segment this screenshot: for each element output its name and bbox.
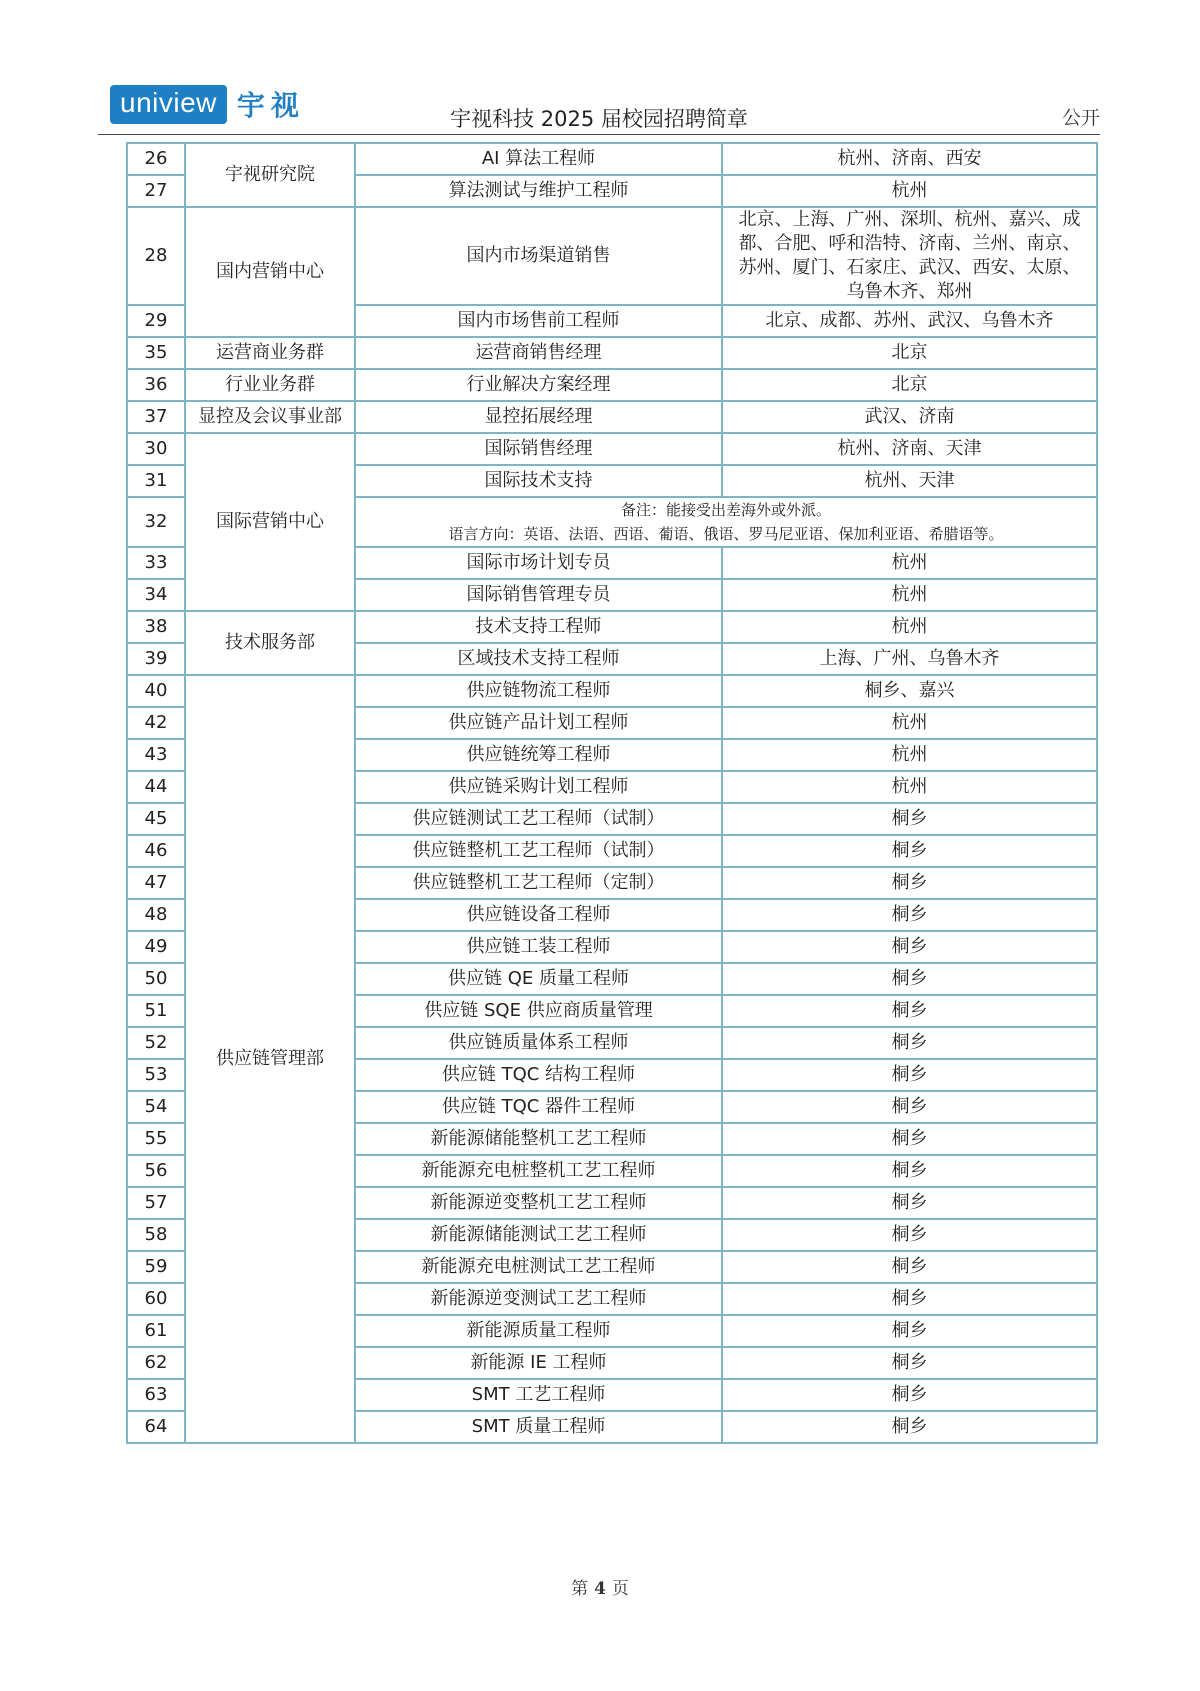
row-number: 37 [127,401,185,433]
row-number: 43 [127,739,185,771]
job-title-cell: 新能源质量工程师 [355,1315,722,1347]
row-number: 54 [127,1091,185,1123]
location-cell: 桐乡 [722,963,1097,995]
job-title-cell: 供应链测试工艺工程师（试制） [355,803,722,835]
row-number: 53 [127,1059,185,1091]
department-cell: 显控及会议事业部 [185,401,355,433]
job-title-cell: 供应链采购计划工程师 [355,771,722,803]
department-cell: 技术服务部 [185,611,355,675]
location-cell: 杭州 [722,175,1097,207]
row-number: 30 [127,433,185,465]
location-cell: 桐乡 [722,931,1097,963]
job-title-cell: 供应链质量体系工程师 [355,1027,722,1059]
location-cell: 杭州 [722,579,1097,611]
department-cell: 宇视研究院 [185,143,355,207]
job-title-cell: 供应链整机工艺工程师（定制） [355,867,722,899]
location-line: 苏州、厦门、石家庄、武汉、西安、太原、 [738,257,1081,278]
location-cell: 桐乡 [722,1347,1097,1379]
table-row [127,207,1097,305]
row-number: 35 [127,337,185,369]
row-number: 59 [127,1251,185,1283]
row-number: 31 [127,465,185,497]
job-title-cell: 供应链统筹工程师 [355,739,722,771]
job-title-cell: 国际销售经理 [355,433,722,465]
job-title-cell: 技术支持工程师 [355,611,722,643]
page-number: 4 [594,1579,606,1599]
row-number: 50 [127,963,185,995]
job-title-cell: 运营商销售经理 [355,337,722,369]
row-number: 42 [127,707,185,739]
logo-chinese-name: 宇视 [236,89,305,122]
location-cell: 桐乡 [722,1283,1097,1315]
table-row [127,369,1097,401]
location-cell [722,207,1097,305]
job-title-cell: 国际技术支持 [355,465,722,497]
row-number: 47 [127,867,185,899]
department-cell: 行业业务群 [185,369,355,401]
row-number: 45 [127,803,185,835]
job-title-cell: 国际销售管理专员 [355,579,722,611]
job-title-cell: 国内市场渠道销售 [355,207,722,305]
table-row [127,143,1097,175]
note-line: 语言方向：英语、法语、西语、葡语、俄语、罗马尼亚语、保加利亚语、希腊语等。 [448,525,1004,543]
row-number: 46 [127,835,185,867]
job-title-cell: AI 算法工程师 [355,143,722,175]
location-line: 乌鲁木齐、郑州 [846,281,973,302]
location-cell: 北京、成都、苏州、武汉、乌鲁木齐 [722,305,1097,337]
job-title-cell: 区域技术支持工程师 [355,643,722,675]
location-cell: 桐乡 [722,1411,1097,1443]
table-row [127,401,1097,433]
location-cell: 杭州、济南、西安 [722,143,1097,175]
row-number: 57 [127,1187,185,1219]
location-cell: 桐乡 [722,1091,1097,1123]
page-header [98,80,1100,136]
location-cell: 桐乡 [722,1379,1097,1411]
location-cell: 桐乡 [722,1123,1097,1155]
location-line: 北京、上海、广州、深圳、杭州、嘉兴、成 [738,209,1081,230]
note-cell [355,497,1097,547]
location-cell: 桐乡 [722,1027,1097,1059]
job-title-cell: 新能源储能整机工艺工程师 [355,1123,722,1155]
location-cell: 武汉、济南 [722,401,1097,433]
row-number: 39 [127,643,185,675]
row-number: 48 [127,899,185,931]
row-number: 44 [127,771,185,803]
location-cell: 杭州、济南、天津 [722,433,1097,465]
row-number: 61 [127,1315,185,1347]
location-cell: 桐乡 [722,1315,1097,1347]
row-number: 36 [127,369,185,401]
job-title-cell: SMT 质量工程师 [355,1411,722,1443]
location-cell: 杭州 [722,739,1097,771]
location-cell: 桐乡 [722,867,1097,899]
table-row [127,675,1097,707]
department-cell: 运营商业务群 [185,337,355,369]
job-title-cell: 新能源充电桩整机工艺工程师 [355,1155,722,1187]
job-title-cell: 算法测试与维护工程师 [355,175,722,207]
row-number: 52 [127,1027,185,1059]
job-title-cell: 供应链 TQC 结构工程师 [355,1059,722,1091]
location-cell: 桐乡 [722,1251,1097,1283]
note-line: 备注：能接受出差海外或外派。 [620,501,831,519]
row-number: 51 [127,995,185,1027]
row-number: 29 [127,305,185,337]
location-cell: 北京 [722,369,1097,401]
row-number: 28 [127,207,185,305]
row-number: 56 [127,1155,185,1187]
location-cell: 北京 [722,337,1097,369]
row-number: 40 [127,675,185,707]
page-suffix: 页 [611,1579,629,1599]
job-title-cell: 供应链产品计划工程师 [355,707,722,739]
job-title-cell: 新能源逆变整机工艺工程师 [355,1187,722,1219]
row-number: 27 [127,175,185,207]
row-number: 55 [127,1123,185,1155]
row-number: 64 [127,1411,185,1443]
table-row [127,433,1097,465]
logo-wordmark: uniview [110,85,227,124]
location-cell: 杭州、天津 [722,465,1097,497]
location-cell: 桐乡 [722,1219,1097,1251]
job-title-cell: SMT 工艺工程师 [355,1379,722,1411]
header-divider [98,134,1100,135]
department-cell: 国际营销中心 [185,433,355,611]
location-cell: 桐乡 [722,1059,1097,1091]
location-cell: 桐乡 [722,899,1097,931]
job-title-cell: 供应链物流工程师 [355,675,722,707]
table-row [127,337,1097,369]
job-title-cell: 供应链 SQE 供应商质量管理 [355,995,722,1027]
job-title-cell: 供应链 TQC 器件工程师 [355,1091,722,1123]
location-cell: 桐乡 [722,835,1097,867]
location-cell: 桐乡 [722,1155,1097,1187]
row-number: 49 [127,931,185,963]
location-cell: 桐乡 [722,803,1097,835]
department-cell: 国内营销中心 [185,207,355,337]
location-line: 都、合肥、呼和浩特、济南、兰州、南京、 [738,233,1081,254]
row-number: 26 [127,143,185,175]
job-title-cell: 国内市场售前工程师 [355,305,722,337]
location-cell: 桐乡 [722,1187,1097,1219]
row-number: 63 [127,1379,185,1411]
job-title-cell: 显控拓展经理 [355,401,722,433]
department-cell: 供应链管理部 [185,675,355,1443]
location-cell: 杭州 [722,707,1097,739]
location-cell: 上海、广州、乌鲁木齐 [722,643,1097,675]
row-number: 38 [127,611,185,643]
row-number: 60 [127,1283,185,1315]
row-number: 34 [127,579,185,611]
job-title-cell: 供应链整机工艺工程师（试制） [355,835,722,867]
job-title-cell: 行业解决方案经理 [355,369,722,401]
job-title-cell: 国际市场计划专员 [355,547,722,579]
job-table [126,142,1098,1444]
document-title: 宇视科技 2025 届校园招聘简章 [450,107,748,131]
row-number: 32 [127,497,185,547]
location-cell: 桐乡、嘉兴 [722,675,1097,707]
job-title-cell: 供应链 QE 质量工程师 [355,963,722,995]
job-title-cell: 新能源充电桩测试工艺工程师 [355,1251,722,1283]
location-cell: 桐乡 [722,995,1097,1027]
row-number: 58 [127,1219,185,1251]
page-footer [0,1574,1200,1599]
location-cell: 杭州 [722,547,1097,579]
location-cell: 杭州 [722,611,1097,643]
page-prefix: 第 [571,1579,589,1599]
job-title-cell: 新能源逆变测试工艺工程师 [355,1283,722,1315]
row-number: 62 [127,1347,185,1379]
job-title-cell: 新能源 IE 工程师 [355,1347,722,1379]
job-title-cell: 新能源储能测试工艺工程师 [355,1219,722,1251]
location-cell: 杭州 [722,771,1097,803]
classification-label: 公开 [1061,107,1100,129]
row-number: 33 [127,547,185,579]
table-row [127,611,1097,643]
job-title-cell: 供应链设备工程师 [355,899,722,931]
job-title-cell: 供应链工装工程师 [355,931,722,963]
